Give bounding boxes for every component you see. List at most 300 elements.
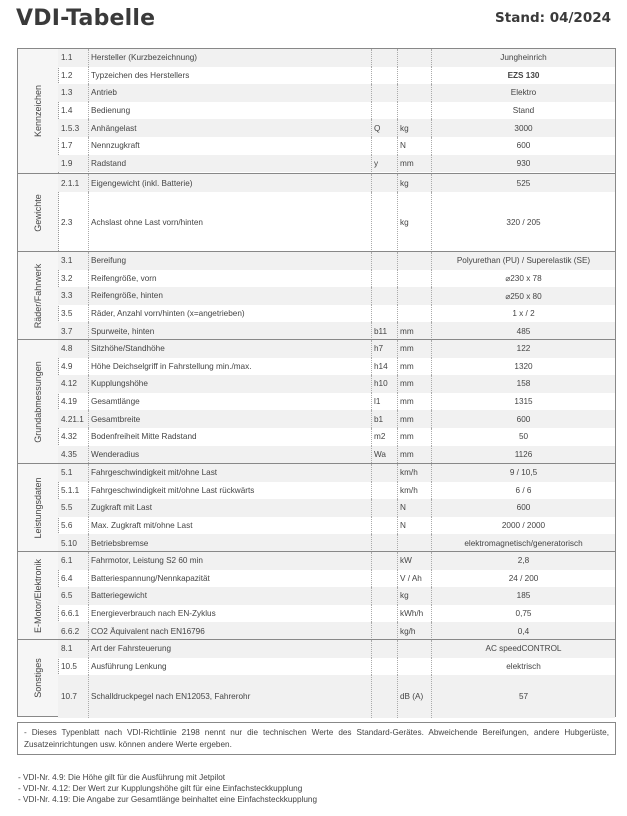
row-label: Schalldruckpegel nach EN12053, Fahrerohr (91, 692, 251, 702)
row-unit-cell (397, 428, 431, 446)
row-number-cell (61, 375, 89, 393)
row-number: 3.1 (61, 256, 73, 266)
row-number: 5.5 (61, 503, 73, 513)
row-number: 5.6 (61, 521, 73, 531)
row-value: 50 (518, 432, 529, 442)
row-label: Fahrgeschwindigkeit mit/ohne Last rückwärts (91, 485, 255, 495)
row-label: Räder, Anzahl vorn/hinten (x=angetrieben) (91, 309, 245, 319)
row-number-cell (61, 67, 89, 85)
row-label-cell (91, 358, 251, 376)
row-number-cell (61, 552, 89, 570)
row-value-cell (431, 464, 615, 482)
row-number: 4.9 (61, 361, 73, 371)
row-label: Gesamtbreite (91, 414, 141, 424)
row-number-cell (61, 517, 89, 535)
row-value-cell (431, 499, 615, 517)
row-number: 6.4 (61, 573, 73, 583)
row-unit-cell (397, 192, 431, 252)
row-value: 3000 (514, 123, 533, 133)
row-number-cell (61, 570, 89, 588)
row-unit-cell (397, 287, 431, 305)
row-value-cell (431, 102, 615, 120)
group-gewichte (18, 173, 615, 251)
row-number: 1.2 (61, 70, 73, 80)
row-unit-cell (397, 49, 431, 67)
row-symbol-cell (371, 482, 397, 500)
row-number: 4.8 (61, 344, 73, 354)
row-unit-cell (397, 534, 431, 552)
row-label-cell (91, 375, 148, 393)
row-value: 185 (516, 591, 531, 601)
row-value: 2000 / 2000 (501, 521, 546, 531)
row-unit: kg (400, 217, 409, 227)
table-row (58, 428, 615, 446)
row-number: 1.9 (61, 158, 73, 168)
row-number-cell (61, 287, 89, 305)
row-value-cell (431, 174, 615, 192)
group-side-label (18, 340, 59, 463)
row-label-cell (91, 640, 171, 658)
table-row (58, 49, 615, 67)
row-value-cell (431, 375, 615, 393)
row-symbol-cell (371, 49, 397, 67)
row-label-cell (91, 446, 139, 464)
group-title: Leistungsdaten (33, 476, 43, 539)
table-row (58, 84, 615, 102)
group-side-label (18, 49, 59, 173)
row-number-cell (61, 410, 89, 428)
row-value: 485 (516, 326, 531, 336)
table-row (58, 499, 615, 517)
table-row (58, 552, 615, 570)
row-label: Radstand (91, 158, 127, 168)
row-value-cell (431, 252, 615, 270)
group-kennzeichen (18, 49, 615, 173)
group-sonstiges (18, 639, 615, 716)
table-row (58, 322, 615, 340)
row-label-cell (91, 428, 197, 446)
row-unit-cell (397, 174, 431, 192)
row-value: elektromagnetisch/generatorisch (464, 538, 583, 548)
row-number: 6.5 (61, 591, 73, 601)
row-unit-cell (397, 340, 431, 358)
row-number: 1.1 (61, 53, 73, 63)
row-unit: km/h (400, 468, 418, 478)
row-value: Jungheinrich (500, 53, 547, 63)
row-value-cell (431, 393, 615, 411)
row-symbol-cell (371, 67, 397, 85)
row-number: 4.12 (61, 379, 77, 389)
row-value: 600 (516, 141, 531, 151)
table-row (58, 587, 615, 605)
row-unit: mm (400, 397, 414, 407)
row-value-cell (431, 446, 615, 464)
row-label-cell (91, 340, 165, 358)
row-value: Polyurethan (PU) / Superelastik (SE) (456, 256, 591, 266)
row-symbol-cell (371, 605, 397, 623)
row-value: elektrisch (506, 661, 541, 671)
row-value: 158 (516, 379, 531, 389)
footnotes (18, 772, 317, 805)
row-number: 6.6.2 (61, 626, 80, 636)
row-value-cell (431, 67, 615, 85)
row-value-cell (431, 552, 615, 570)
group-leistungsdaten (18, 463, 615, 551)
row-unit-cell (397, 67, 431, 85)
table-row (58, 270, 615, 288)
row-number: 4.21.1 (61, 414, 84, 424)
stand-date: Stand: 04/2024 (495, 10, 611, 26)
row-unit-cell (397, 570, 431, 588)
row-unit-cell (397, 252, 431, 270)
group-title: Grundabmessungen (33, 360, 43, 443)
row-label-cell (91, 482, 254, 500)
row-unit-cell (397, 622, 431, 640)
row-value-cell (431, 49, 615, 67)
row-value: 600 (516, 414, 531, 424)
group-räder-fahrwerk (18, 251, 615, 339)
row-symbol: y (374, 158, 379, 168)
row-number-cell (61, 102, 89, 120)
row-label: Bedienung (91, 106, 131, 116)
row-unit: N (400, 503, 406, 513)
table-row (58, 675, 615, 718)
row-symbol-cell (371, 464, 397, 482)
row-unit-cell (397, 552, 431, 570)
row-unit-cell (397, 84, 431, 102)
row-label-cell (91, 192, 203, 252)
row-unit-cell (397, 675, 431, 718)
group-grundabmessungen (18, 339, 615, 463)
row-symbol-cell (371, 137, 397, 155)
row-label: Fahrgeschwindigkeit mit/ohne Last (91, 468, 218, 478)
row-value-cell (431, 534, 615, 552)
row-number: 3.2 (61, 273, 73, 283)
row-label-cell (91, 605, 216, 623)
row-label-cell (91, 84, 117, 102)
row-label-cell (91, 570, 210, 588)
row-value: 1320 (514, 361, 533, 371)
row-value-cell (431, 192, 615, 252)
row-unit: N (400, 521, 406, 531)
row-label: Reifengröße, vorn (91, 273, 157, 283)
row-symbol: l1 (374, 397, 381, 407)
row-number-cell (61, 622, 89, 640)
row-unit-cell (397, 658, 431, 676)
footnote: - VDI-Nr. 4.12: Der Wert zur Kupplungshöhe gilt für eine Einfachsteckkupplung (18, 784, 303, 793)
row-label-cell (91, 322, 154, 340)
row-symbol-cell (371, 375, 397, 393)
row-unit-cell (397, 270, 431, 288)
row-number-cell (61, 587, 89, 605)
row-unit: kg (400, 123, 409, 133)
row-unit-cell (397, 393, 431, 411)
row-number-cell (61, 119, 89, 137)
row-label-cell (91, 102, 130, 120)
row-symbol-cell (371, 174, 397, 192)
row-value-cell (431, 428, 615, 446)
row-value-cell (431, 675, 615, 718)
row-value-cell (431, 482, 615, 500)
row-number: 10.7 (61, 692, 77, 702)
row-unit: mm (400, 379, 414, 389)
row-number-cell (61, 155, 89, 173)
row-value-cell (431, 517, 615, 535)
row-label-cell (91, 410, 140, 428)
row-label-cell (91, 252, 126, 270)
row-label: Batteriegewicht (91, 591, 147, 601)
row-label-cell (91, 464, 217, 482)
row-symbol-cell (371, 393, 397, 411)
row-symbol-cell (371, 622, 397, 640)
row-label-cell (91, 675, 250, 718)
row-unit: mm (400, 414, 414, 424)
row-value-cell (431, 410, 615, 428)
group-title: E-Motor/Elektronik (33, 558, 43, 633)
row-symbol-cell (371, 270, 397, 288)
row-unit-cell (397, 640, 431, 658)
row-unit: km/h (400, 485, 418, 495)
row-unit: kg (400, 178, 409, 188)
group-e-motor-elektronik (18, 551, 615, 639)
row-symbol: Wa (374, 449, 386, 459)
row-symbol: b11 (374, 326, 388, 336)
row-symbol-cell (371, 446, 397, 464)
row-symbol-cell (371, 252, 397, 270)
row-label-cell (91, 393, 140, 411)
row-unit: kWh/h (400, 609, 424, 619)
table-row (58, 570, 615, 588)
row-number: 6.6.1 (61, 609, 80, 619)
row-unit-cell (397, 587, 431, 605)
row-value: 122 (516, 344, 531, 354)
row-label: Typzeichen des Herstellers (91, 70, 190, 80)
group-title: Gewichte (33, 193, 43, 232)
table-row (58, 622, 615, 640)
row-number-cell (61, 340, 89, 358)
row-label-cell (91, 67, 189, 85)
row-label: Achslast ohne Last vorn/hinten (91, 217, 203, 227)
row-value-cell (431, 287, 615, 305)
row-label-cell (91, 499, 152, 517)
row-value: EZS 130 (507, 70, 540, 80)
group-side-label (18, 464, 59, 551)
row-label: Wenderadius (91, 449, 140, 459)
row-label-cell (91, 517, 192, 535)
row-symbol-cell (371, 570, 397, 588)
row-symbol-cell (371, 499, 397, 517)
row-number-cell (61, 393, 89, 411)
row-value: 9 / 10,5 (509, 468, 538, 478)
row-value: 1 x / 2 (512, 309, 535, 319)
row-unit-cell (397, 102, 431, 120)
row-value-cell (431, 587, 615, 605)
row-label: Gesamtlänge (91, 397, 140, 407)
row-value-cell (431, 358, 615, 376)
group-side-label (18, 552, 59, 639)
row-label: Batteriespannung/Nennkapazität (91, 573, 210, 583)
group-side-label (18, 174, 59, 251)
row-label: Eigengewicht (inkl. Batterie) (91, 178, 193, 188)
row-number-cell (61, 446, 89, 464)
table-row (58, 137, 615, 155)
row-label-cell (91, 155, 126, 173)
row-symbol-cell (371, 192, 397, 252)
row-unit: V / Ah (400, 573, 422, 583)
row-unit-cell (397, 605, 431, 623)
row-value-cell (431, 305, 615, 323)
row-label: Energieverbrauch nach EN-Zyklus (91, 609, 216, 619)
row-symbol-cell (371, 322, 397, 340)
row-value-cell (431, 340, 615, 358)
page-title: VDI-Tabelle (16, 6, 156, 31)
footnote: - VDI-Nr. 4.19: Die Angabe zur Gesamtlänge beinhaltet eine Einfachsteckkupplung (18, 795, 318, 804)
row-label: Reifengröße, hinten (91, 291, 163, 301)
row-unit-cell (397, 517, 431, 535)
row-symbol-cell (371, 410, 397, 428)
row-unit-cell (397, 155, 431, 173)
table-row (58, 393, 615, 411)
row-label-cell (91, 49, 197, 67)
table-row (58, 464, 615, 482)
row-symbol-cell (371, 305, 397, 323)
group-title: Sonstiges (33, 658, 43, 698)
row-value: 2,8 (517, 556, 530, 566)
row-symbol: b1 (374, 414, 384, 424)
row-label: Betriebsbremse (91, 538, 149, 548)
row-value-cell (431, 322, 615, 340)
row-label: Anhängelast (91, 123, 137, 133)
table-row (58, 119, 615, 137)
table-row (58, 446, 615, 464)
row-symbol-cell (371, 534, 397, 552)
group-title: Kennzeichen (33, 84, 43, 138)
row-number-cell (61, 192, 89, 252)
row-number-cell (61, 358, 89, 376)
table-row (58, 252, 615, 270)
row-value-cell (431, 658, 615, 676)
row-label-cell (91, 305, 245, 323)
row-symbol-cell (371, 358, 397, 376)
row-value-cell (431, 270, 615, 288)
row-number: 8.1 (61, 644, 73, 654)
table-row (58, 410, 615, 428)
row-unit: mm (400, 158, 414, 168)
row-unit-cell (397, 137, 431, 155)
row-number-cell (61, 322, 89, 340)
row-label-cell (91, 137, 140, 155)
row-value: ⌀230 x 78 (505, 274, 542, 284)
row-label: CO2 Äquivalent nach EN16796 (91, 626, 205, 636)
row-unit-cell (397, 358, 431, 376)
row-label: Antrieb (91, 88, 117, 98)
row-number: 5.10 (61, 538, 77, 548)
row-number: 4.19 (61, 397, 77, 407)
row-number-cell (61, 49, 89, 67)
row-value: 320 / 205 (506, 217, 541, 227)
row-value: 0,75 (515, 609, 532, 619)
row-number-cell (61, 84, 89, 102)
row-value-cell (431, 570, 615, 588)
row-label-cell (91, 119, 137, 137)
row-number-cell (61, 464, 89, 482)
row-value-cell (431, 640, 615, 658)
row-label-cell (91, 534, 148, 552)
row-value: Elektro (510, 88, 537, 98)
table-row (58, 340, 615, 358)
row-label: Höhe Deichselgriff in Fahrstellung min./max. (91, 361, 252, 371)
row-label: Ausführung Lenkung (91, 661, 167, 671)
table-row (58, 375, 615, 393)
table-row (58, 192, 615, 252)
row-unit: N (400, 141, 406, 151)
row-symbol-cell (371, 552, 397, 570)
table-row (58, 358, 615, 376)
table-row (58, 534, 615, 552)
row-value: ⌀250 x 80 (505, 291, 542, 301)
row-symbol: h7 (374, 344, 384, 354)
row-symbol-cell (371, 640, 397, 658)
row-unit-cell (397, 482, 431, 500)
table-row (58, 174, 615, 192)
table-row (58, 155, 615, 173)
row-symbol-cell (371, 340, 397, 358)
row-number: 1.4 (61, 106, 73, 116)
row-label: Spurweite, hinten (91, 326, 155, 336)
row-number: 3.3 (61, 291, 73, 301)
row-number-cell (61, 482, 89, 500)
row-label: Zugkraft mit Last (91, 503, 152, 513)
row-number-cell (61, 640, 89, 658)
row-unit-cell (397, 305, 431, 323)
row-symbol-cell (371, 287, 397, 305)
row-symbol-cell (371, 119, 397, 137)
row-unit: mm (400, 432, 414, 442)
row-label-cell (91, 270, 157, 288)
row-symbol-cell (371, 84, 397, 102)
row-unit: mm (400, 449, 414, 459)
row-label-cell (91, 622, 205, 640)
row-symbol-cell (371, 517, 397, 535)
row-value-cell (431, 119, 615, 137)
row-label-cell (91, 287, 163, 305)
row-number: 4.35 (61, 449, 77, 459)
group-side-label (18, 640, 59, 716)
group-side-label (18, 252, 59, 339)
row-label: Nennzugkraft (91, 141, 140, 151)
row-number-cell (61, 305, 89, 323)
row-label-cell (91, 552, 203, 570)
row-unit: mm (400, 361, 414, 371)
table-row (58, 482, 615, 500)
table-row (58, 305, 615, 323)
row-symbol-cell (371, 102, 397, 120)
row-symbol: h14 (374, 361, 388, 371)
row-label: Kupplungshöhe (91, 379, 148, 389)
row-number: 1.3 (61, 88, 73, 98)
row-value: 6 / 6 (515, 485, 532, 495)
row-number: 3.7 (61, 326, 73, 336)
row-value-cell (431, 605, 615, 623)
row-number: 5.1 (61, 468, 73, 478)
table-row (58, 102, 615, 120)
row-unit-cell (397, 322, 431, 340)
row-value: 525 (516, 178, 531, 188)
row-value-cell (431, 84, 615, 102)
row-number: 5.1.1 (61, 485, 80, 495)
row-number-cell (61, 605, 89, 623)
row-number-cell (61, 675, 89, 718)
